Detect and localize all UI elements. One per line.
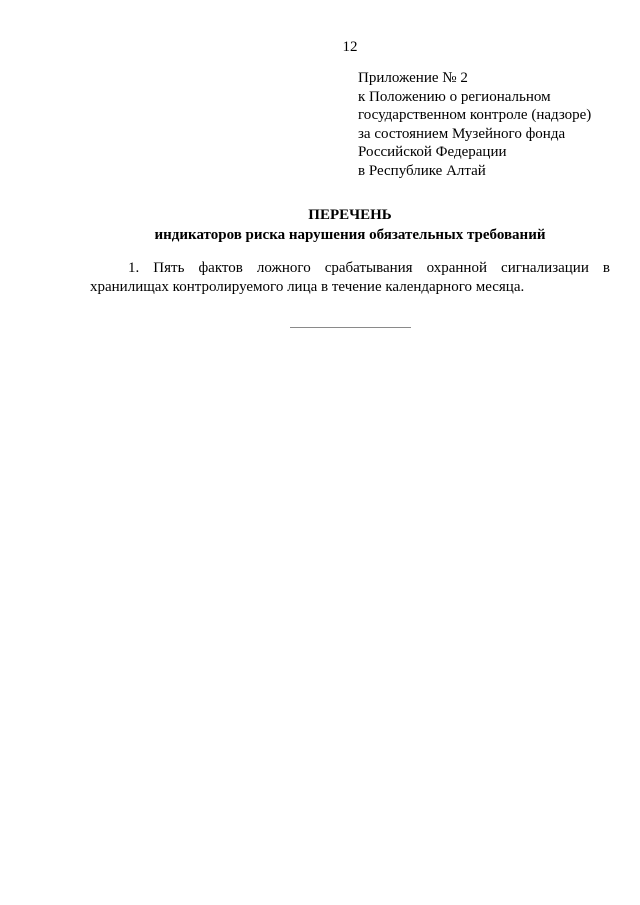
paragraph-word: срабатывания bbox=[324, 260, 413, 276]
paragraph-word: охранной bbox=[426, 260, 487, 276]
paragraph-word: ложного bbox=[256, 260, 311, 276]
appendix-line: за состоянием Музейного фонда bbox=[358, 125, 566, 142]
appendix-line: Российской Федерации bbox=[358, 144, 507, 161]
list-item bbox=[90, 259, 610, 297]
paragraph-word: сигнализации bbox=[501, 260, 589, 276]
appendix-line: к Положению о региональном bbox=[358, 88, 551, 105]
appendix-line: государственном контроле (надзоре) bbox=[358, 107, 592, 124]
document-subtitle: индикаторов риска нарушения обязательных требований bbox=[154, 227, 546, 243]
document-title: ПЕРЕЧЕНЬ bbox=[308, 207, 392, 223]
paragraph-first-line bbox=[90, 259, 610, 278]
end-separator-line bbox=[290, 327, 411, 328]
appendix-line: в Республике Алтай bbox=[358, 162, 486, 179]
item-number: 1. bbox=[128, 260, 140, 276]
appendix-header bbox=[358, 69, 628, 181]
paragraph-word: Пять bbox=[153, 260, 185, 276]
paragraph-word: в bbox=[602, 260, 610, 276]
paragraph-second-line: хранилищах контролируемого лица в течение календарного месяца. bbox=[90, 279, 525, 295]
page-number: 12 bbox=[342, 39, 358, 55]
paragraph-word: фактов bbox=[198, 260, 243, 276]
appendix-line: Приложение № 2 bbox=[358, 70, 468, 86]
